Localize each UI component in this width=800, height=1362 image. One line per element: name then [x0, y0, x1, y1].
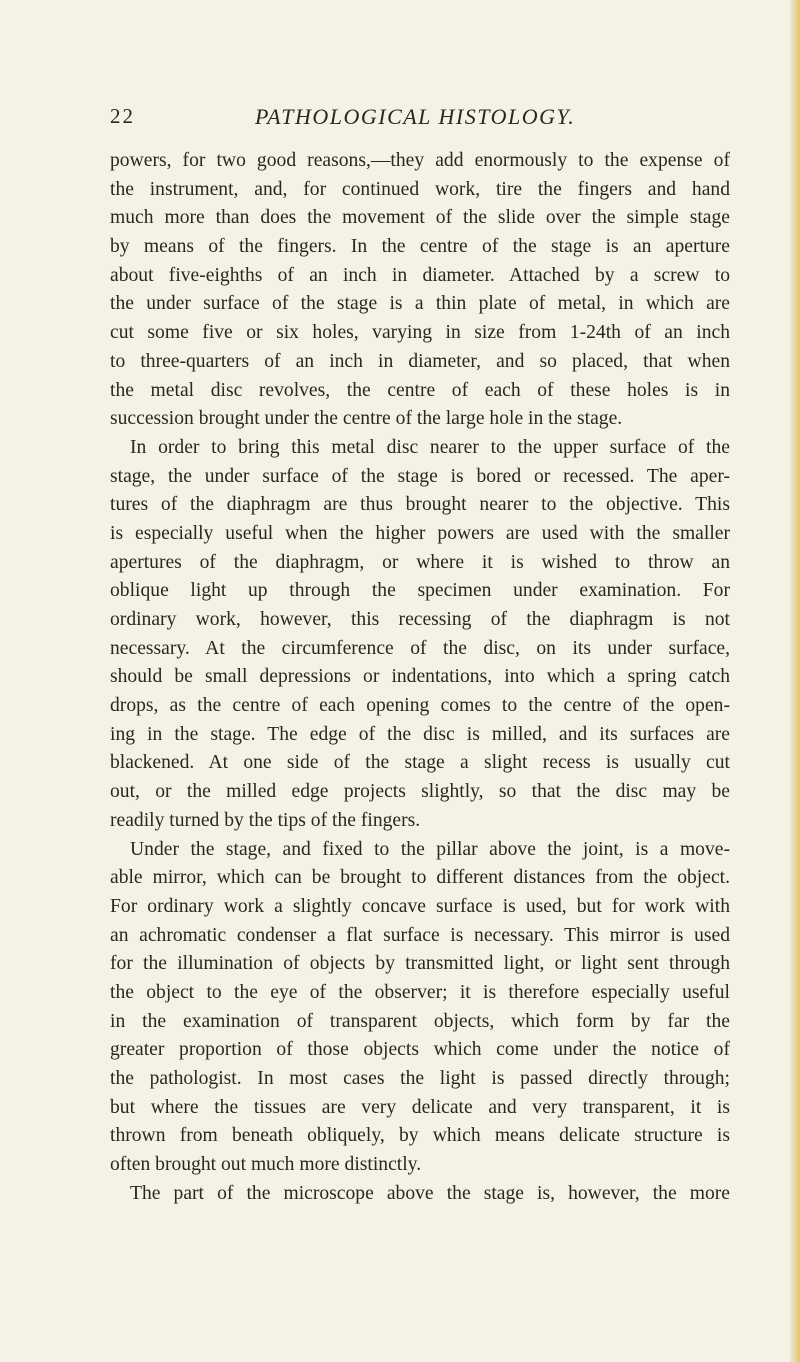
text-line: necessary. At the circumference of the disc, on its under surface, — [110, 637, 730, 659]
text-line: much more than does the movement of the slide over the simple stage — [110, 207, 730, 229]
text-line: oblique light up through the specimen under examination. For — [110, 580, 730, 602]
text-line: ordinary work, however, this recessing of the diaphragm is not — [110, 609, 730, 630]
text-line: in the examination of transparent objects, which form by far the — [110, 1010, 730, 1032]
text-line: about five-eighths of an inch in diameter. Attached by a screw to — [110, 264, 730, 286]
text-line: for the illumination of objects by transmitted light, or light sent through — [110, 953, 730, 975]
text-line: the instrument, and, for continued work, tire the fingers and hand — [110, 178, 730, 200]
text-line: the object to the eye of the observer; it is therefore especially useful — [110, 981, 730, 1003]
text-line: succession brought under the centre of the large hole in the stage. — [110, 408, 623, 430]
text-line: out, or the milled edge projects slightly, so that the disc may be — [110, 781, 730, 803]
text-line: greater proportion of those objects which come under the notice of — [110, 1039, 730, 1061]
text-line: tures of the diaphragm are thus brought nearer to the objective. This — [110, 494, 730, 516]
text-line: able mirror, which can be brought to different distances from the object. — [110, 867, 730, 889]
running-title: PATHOLOGICAL HISTOLOGY. — [255, 104, 576, 129]
page-edge-strip — [790, 0, 800, 1362]
text-line: the pathologist. In most cases the light is passed directly through; — [110, 1068, 730, 1089]
text-line: by means of the fingers. In the centre of the stage is an aperture — [110, 236, 730, 258]
text-line: blackened. At one side of the stage a slight recess is usually cut — [110, 752, 730, 774]
text-line: drops, as the centre of each opening comes to the centre of the open- — [110, 695, 730, 717]
text-line: should be small depressions or indentations, into which a spring catch — [110, 666, 730, 688]
paragraph-start-line: Under the stage, and fixed to the pillar above the joint, is a move- — [130, 838, 730, 860]
paragraph-start-line: In order to bring this metal disc nearer to the upper surface of the — [130, 436, 730, 458]
text-line: apertures of the diaphragm, or where it is wished to throw an — [110, 551, 730, 573]
page-header — [110, 104, 730, 134]
text-line: the under surface of the stage is a thin plate of metal, in which are — [110, 293, 730, 315]
text-line: the metal disc revolves, the centre of each of these holes is in — [110, 379, 730, 401]
body-text — [110, 147, 730, 1208]
text-line: to three-quarters of an inch in diameter, and so placed, that when — [110, 350, 730, 372]
text-line: readily turned by the tips of the fingers. — [110, 809, 421, 831]
text-line: but where the tissues are very delicate and very transparent, it is — [110, 1096, 730, 1118]
text-line: often brought out much more distinctly. — [110, 1154, 422, 1176]
paragraph-start-line: The part of the microscope above the stage is, however, the more — [130, 1182, 730, 1204]
text-line: is especially useful when the higher powers are used with the smaller — [110, 522, 730, 544]
text-line: ing in the stage. The edge of the disc is milled, and its surfaces are — [110, 723, 730, 745]
page-number: 22 — [110, 104, 135, 128]
text-line: an achromatic condenser a flat surface is necessary. This mirror is used — [110, 924, 730, 946]
text-line: thrown from beneath obliquely, by which means delicate structure is — [110, 1125, 730, 1147]
text-line: cut some five or six holes, varying in size from 1-24th of an inch — [110, 322, 730, 344]
text-line: powers, for two good reasons,—they add enormously to the expense of — [110, 150, 730, 171]
text-line: For ordinary work a slightly concave surface is used, but for work with — [110, 895, 730, 917]
text-line: stage, the under surface of the stage is bored or recessed. The aper- — [110, 465, 730, 487]
